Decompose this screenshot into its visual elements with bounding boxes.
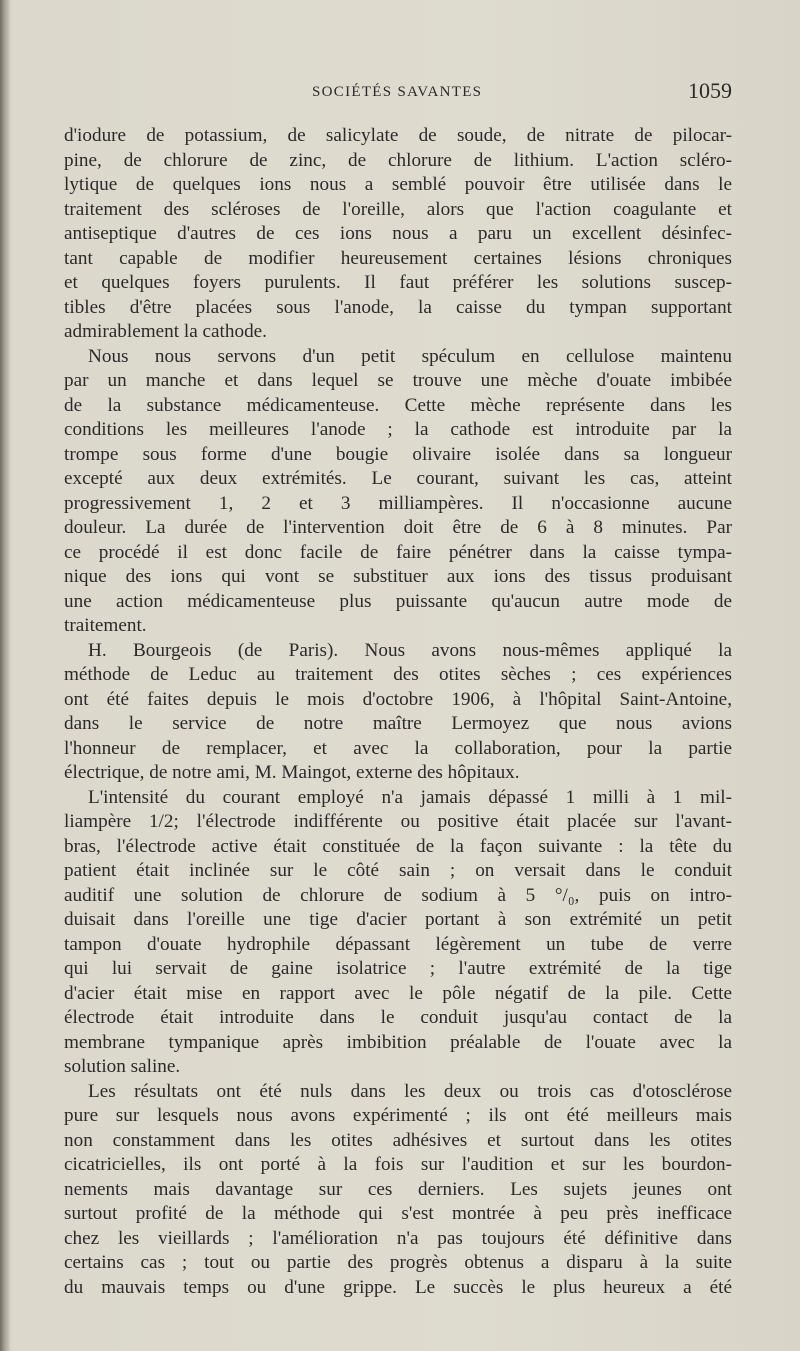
text-line: électrique, de notre ami, M. Maingot, externe des hôpitaux. [64, 762, 520, 783]
text-line: de la substance médicamenteuse. Cette mèche représente dans les [64, 394, 732, 416]
text-line: nements mais davantage sur ces derniers. Les sujets jeunes ont [64, 1178, 732, 1200]
text-line: solution saline. [64, 1056, 181, 1077]
text-line: ce procédé il est donc facile de faire pénétrer dans la caisse tympa- [64, 541, 732, 563]
text-line: l'honneur de remplacer, et avec la collaboration, pour la partie [64, 737, 732, 759]
text-line: tampon d'ouate hydrophile dépassant légèrement un tube de verre [64, 933, 732, 955]
text-line: traitement des scléroses de l'oreille, alors que l'action coagulante et [64, 198, 732, 220]
text-line: excepté aux deux extrémités. Le courant, suivant les cas, atteint [64, 468, 732, 489]
text-line: antiseptique d'autres de ces ions nous a paru un excellent désinfec- [64, 223, 732, 244]
text-line: électrode était introduite dans le conduit jusqu'au contact de la [64, 1007, 732, 1028]
text-line: pine, de chlorure de zinc, de chlorure de lithium. L'action scléro- [64, 149, 732, 171]
text-line: patient était inclinée sur le côté sain ; on versait dans le conduit [64, 860, 732, 881]
text-line: L'intensité du courant employé n'a jamais dépassé 1 milli à 1 mil- [88, 786, 732, 808]
text-line: bras, l'électrode active était constituée de la façon suivante : la tête du [64, 835, 732, 857]
text-line: par un manche et dans lequel se trouve une mèche d'ouate imbibée [64, 370, 732, 391]
text-line: tant capable de modifier heureusement certaines lésions chroniques [64, 247, 732, 269]
text-line: admirablement la cathode. [64, 321, 267, 342]
page-binding-edge [0, 0, 10, 1351]
text-line: d'iodure de potassium, de salicylate de soude, de nitrate de pilocar- [64, 125, 732, 146]
text-line: d'acier était mise en rapport avec le pôle négatif de la pile. Cette [64, 982, 732, 1004]
running-title: SOCIÉTÉS SAVANTES [312, 84, 483, 100]
text-line: lytique de quelques ions nous a semblé pouvoir être utilisée dans le [64, 174, 732, 195]
text-line: trompe sous forme d'une bougie olivaire isolée dans sa longueur [64, 443, 732, 465]
page-header [64, 80, 732, 110]
text-line: certains cas ; tout ou partie des progrès obtenus a disparu à la suite [64, 1252, 732, 1273]
text-line: ont été faites depuis le mois d'octobre 1906, à l'hôpital Saint-Antoine, [64, 688, 732, 710]
text-line: méthode de Leduc au traitement des otites sèches ; ces expériences [64, 664, 732, 685]
text-line: tibles d'être placées sous l'anode, la caisse du tympan supportant [64, 296, 732, 318]
text-line: une action médicamenteuse plus puissante qu'aucun autre mode de [64, 590, 732, 612]
text-line: surtout profité de la méthode qui s'est montrée à peu près inefficace [64, 1203, 732, 1224]
text-line: membrane tympanique après imbibition préalable de l'ouate avec la [64, 1031, 732, 1053]
text-line: dans le service de notre maître Lermoyez que nous avions [64, 713, 732, 734]
text-line: du mauvais temps ou d'une grippe. Le succès le plus heureux a été [64, 1276, 732, 1298]
text-line: Les résultats ont été nuls dans les deux ou trois cas d'otosclérose [88, 1080, 732, 1102]
body-text [64, 124, 732, 1300]
text-line: conditions les meilleures l'anode ; la cathode est introduite par la [64, 419, 732, 440]
text-line: pure sur lesquels nous avons expérimenté ; ils ont été meilleurs mais [64, 1105, 732, 1126]
text-line: cicatricielles, ils ont porté à la fois sur l'audition et sur les bourdon- [64, 1154, 732, 1175]
text-line: traitement. [64, 615, 147, 636]
text-line: nique des ions qui vont se substituer aux ions des tissus produisant [64, 566, 732, 587]
text-line: progressivement 1, 2 et 3 milliampères. Il n'occasionne aucune [64, 492, 732, 514]
text-line: liampère 1/2; l'électrode indifférente ou positive était placée sur l'avant- [64, 811, 732, 832]
page-number: 1059 [688, 78, 732, 103]
text-line: auditif une solution de chlorure de sodium à 5 °/₀, puis on intro- [64, 884, 732, 906]
text-line: et quelques foyers purulents. Il faut préférer les solutions suscep- [64, 272, 732, 293]
text-line: non constamment dans les otites adhésives et surtout dans les otites [64, 1129, 732, 1151]
text-line: duisait dans l'oreille une tige d'acier portant à son extrémité un petit [64, 909, 732, 930]
text-line: qui lui servait de gaine isolatrice ; l'autre extrémité de la tige [64, 958, 732, 979]
text-line: chez les vieillards ; l'amélioration n'a pas toujours été définitive dans [64, 1227, 732, 1249]
text-line: H. Bourgeois (de Paris). Nous avons nous-mêmes appliqué la [88, 639, 732, 661]
text-line: Nous nous servons d'un petit spéculum en cellulose maintenu [88, 345, 732, 367]
text-line: douleur. La durée de l'intervention doit être de 6 à 8 minutes. Par [64, 517, 732, 538]
